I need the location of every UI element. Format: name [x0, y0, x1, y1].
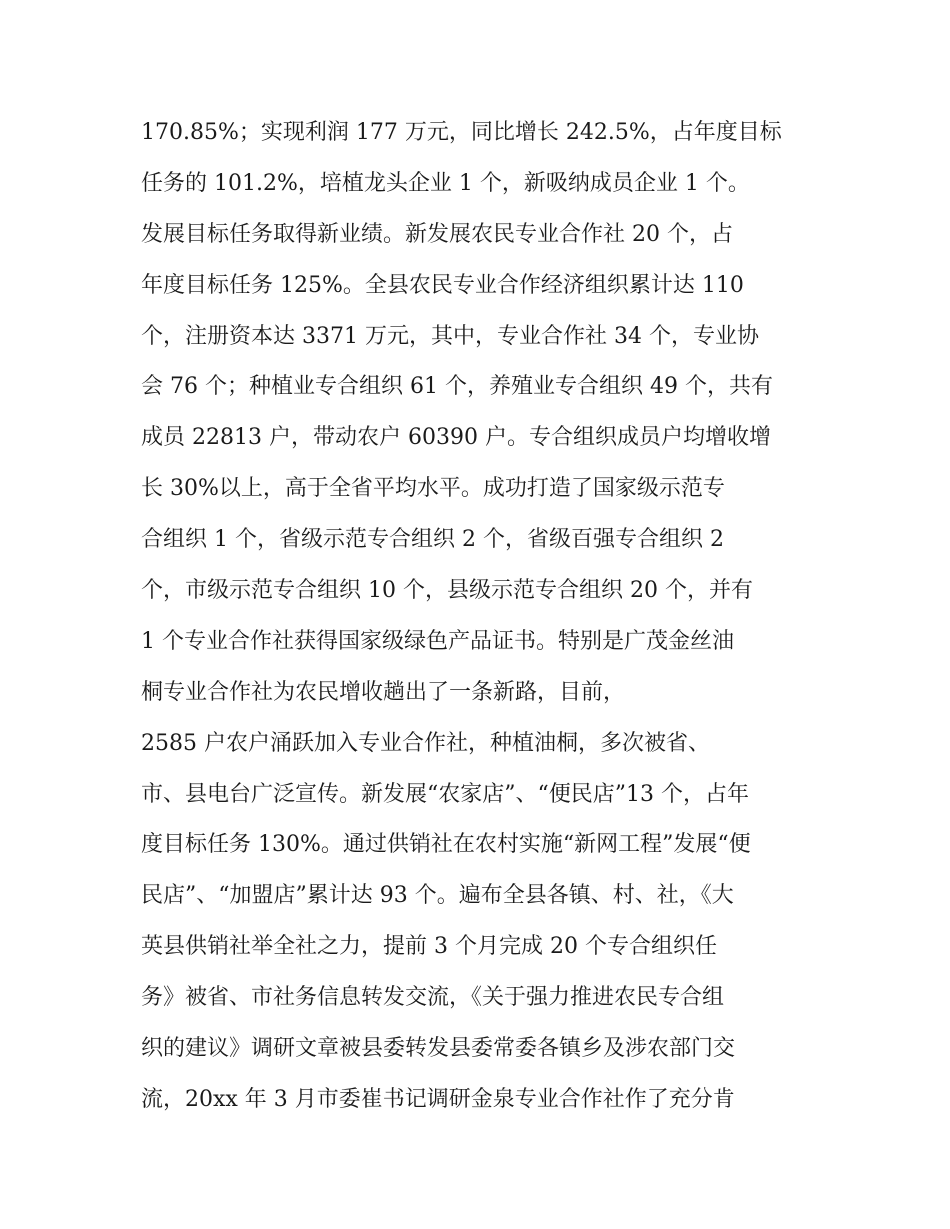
- text-line: 度目标任务 130%。通过供销社在农村实施“新网工程”发展“便: [141, 832, 751, 858]
- text-line: 务》被省、市社务信息转发交流，《关于强力推进农民专合组: [141, 985, 725, 1011]
- text-line: 长 30%以上，高于全省平均水平。成功打造了国家级示范专: [141, 476, 725, 502]
- text-line: 年度目标任务 125%。全县农民专业合作经济组织累计达 110: [141, 272, 744, 298]
- text-line: 2585 户农户涌跃加入专业合作社，种植油桐，多次被省、: [141, 730, 710, 756]
- text-line: 织的建议》调研文章被县委转发县委常委各镇乡及涉农部门交: [141, 1036, 736, 1062]
- body-text: [141, 108, 831, 1126]
- text-line: 桐专业合作社为农民增收趟出了一条新路，目前，: [141, 679, 626, 705]
- text-line: 合组织 1 个，省级示范专合组织 2 个，省级百强专合组织 2: [141, 527, 724, 553]
- text-line: 会 76 个；种植业专合组织 61 个，养殖业专合组织 49 个，共有: [141, 374, 773, 400]
- text-line: 民店”、“加盟店”累计达 93 个。遍布全县各镇、村、社，《大: [141, 883, 734, 909]
- text-line: 市、县电台广泛宣传。新发展“农家店”、“便民店”13 个，占年: [141, 781, 749, 807]
- text-line: 个，注册资本达 3371 万元，其中，专业合作社 34 个，专业协: [141, 323, 759, 349]
- text-line: 个，市级示范专合组织 10 个，县级示范专合组织 20 个，并有: [141, 578, 753, 604]
- text-line: 170.85%；实现利润 177 万元，同比增长 242.5%，占年度目标: [141, 120, 782, 145]
- text-line: 任务的 101.2%，培植龙头企业 1 个，新吸纳成员企业 1 个。: [141, 170, 750, 196]
- text-line: 1 个专业合作社获得国家级绿色产品证书。特别是广茂金丝油: [141, 628, 734, 654]
- text-line: 流，20xx 年 3 月市委崔书记调研金泉专业合作社作了充分肯: [141, 1086, 735, 1112]
- text-line: 发展目标任务取得新业绩。新发展农民专业合作社 20 个，占: [141, 221, 733, 247]
- text-line: 成员 22813 户，带动农户 60390 户。专合组织成员户均增收增: [141, 425, 771, 451]
- text-line: 英县供销社举全社之力，提前 3 个月完成 20 个专合组织任: [141, 934, 717, 960]
